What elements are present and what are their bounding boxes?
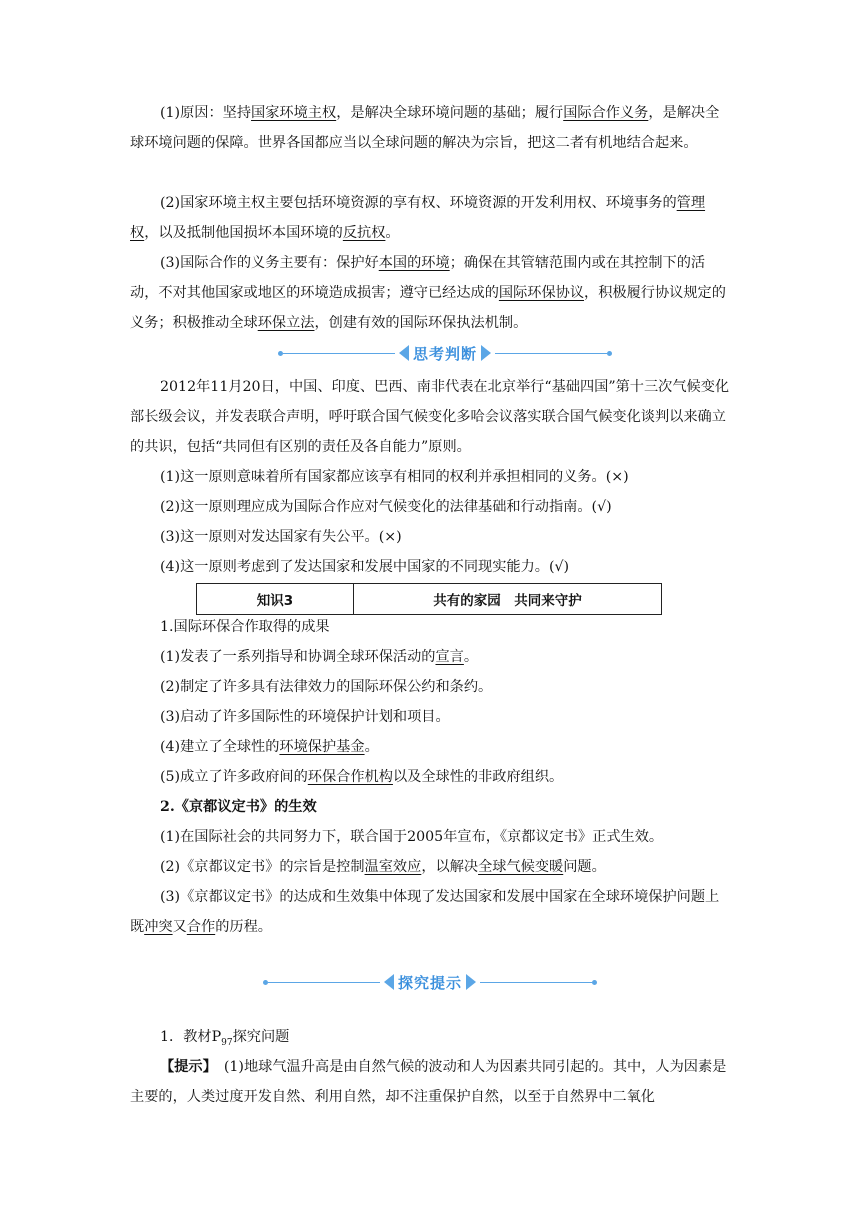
text: ，是解决全球环境问题的保障。世界各国都应当以全球问题的解决为宗旨，把这二者有机地结合起来。 (130, 105, 720, 151)
underlined-term: 合作 (186, 919, 216, 935)
text: 。 (385, 225, 400, 241)
text: ，以及抵制他国损坏本国环境的 (144, 225, 343, 241)
underlined-term: 环保合作机构 (307, 769, 393, 785)
kyoto-title: 2.《京都议定书》的生效 (160, 799, 317, 815)
achievements-title: 1.国际环保合作取得的成果 (160, 619, 330, 635)
judge-item: (1)这一原则意味着所有国家都应该享有相同的权利并承担相同的义务。(×) (160, 469, 629, 485)
kyoto-item (130, 852, 730, 882)
page-subscript: 97 (221, 1037, 233, 1048)
banner-line (268, 982, 380, 983)
text: ，以解决 (421, 859, 479, 875)
achievement-item: (2)制定了许多具有法律效力的国际环保公约和条约。 (160, 679, 493, 695)
text: 又 (172, 919, 187, 935)
achievement-item (130, 732, 730, 762)
banner-line (480, 982, 592, 983)
right-triangle-icon (466, 974, 476, 990)
underlined-term: 全球气候变暖 (478, 859, 564, 875)
text: (5)成立了许多政府间的 (160, 769, 308, 785)
underlined-term: 国家环境主权 (251, 105, 337, 121)
text: (3)《京都议定书》的达成和生效集中体现了发达国家和发展中国家在全球环境保护问题上既 (130, 889, 720, 935)
paragraph-reason (130, 98, 730, 158)
paragraph-obligations (130, 248, 730, 338)
underlined-term: 本国的环境 (378, 255, 450, 271)
underlined-term: 宣言 (435, 649, 464, 665)
banner-dot (607, 351, 612, 356)
explore-hint (130, 1052, 730, 1112)
text: ，是解决全球环境问题的基础；履行 (336, 105, 564, 121)
achievement-item (130, 762, 730, 792)
right-triangle-icon (481, 345, 491, 361)
underlined-term: 国际合作义务 (563, 105, 649, 121)
underlined-term: 冲突 (144, 919, 173, 935)
section-banner-explore (263, 970, 597, 994)
judge-item: (2)这一原则理应成为国际合作应对气候变化的法律基础和行动指南。(√) (160, 499, 612, 515)
underlined-term: 环保立法 (257, 315, 315, 331)
text: 问题。 (563, 859, 606, 875)
text: (3)国际合作的义务主要有：保护好 (160, 255, 379, 271)
text: ，创建有效的国际环保执法机制。 (314, 315, 528, 331)
knowledge-topic: 共有的家园 共同来守护 (354, 584, 662, 615)
hint-label: 【提示】 (160, 1059, 210, 1075)
text: 1．教材P (160, 1029, 222, 1045)
text: (1)原因：坚持 (160, 105, 252, 121)
judge-intro: 2012年11月20日，中国、印度、巴西、南非代表在北京举行“基础四国”第十三次气候变化部长级会议，并发表联合声明，呼吁联合国气候变化多哈会议落实联合国气候变化谈判以来确立的共识，包括“共同但有区别的责任及各自能力”原则。 (130, 379, 730, 455)
underlined-term: 管理权 (130, 195, 706, 241)
text: 探究问题 (232, 1029, 290, 1045)
underlined-term: 反抗权 (342, 225, 386, 241)
text: (2)《京都议定书》的宗旨是控制 (160, 859, 365, 875)
text: (1)发表了一系列指导和协调全球环保活动的 (160, 649, 436, 665)
knowledge-number: 知识3 (197, 584, 354, 615)
text: 。 (463, 649, 479, 665)
judge-item: (3)这一原则对发达国家有失公平。(×) (160, 529, 402, 545)
banner-line (283, 353, 395, 354)
underlined-term: 环境保护基金 (279, 739, 365, 755)
judge-item: (4)这一原则考虑到了发达国家和发展中国家的不同现实能力。(√) (160, 559, 570, 575)
banner-line (495, 353, 607, 354)
left-triangle-icon (384, 974, 394, 990)
banner-label: 思考判断 (413, 344, 478, 363)
hint-text: (1)地球气温升高是由自然气候的波动和人为因素共同引起的。其中，人为因素是主要的，人类过度开发自然、利用自然，却不注重保护自然，以至于自然界中二氧化 (130, 1059, 727, 1105)
text: 。 (364, 739, 379, 755)
kyoto-item: (1)在国际社会的共同努力下，联合国于2005年宣布，《京都议定书》正式生效。 (160, 829, 664, 845)
kyoto-item (130, 882, 730, 942)
paragraph-sovereignty (130, 188, 730, 248)
text: ；确保在其管辖范围内或在其控制下的活动，不对其他国家或地区的环境造成损害；遵守已经达成的 (130, 255, 706, 301)
text: 的历程。 (215, 919, 272, 935)
section-banner-thinking (278, 341, 612, 365)
text: (4)建立了全球性的 (160, 739, 280, 755)
underlined-term: 国际环保协议 (498, 285, 585, 301)
banner-label: 探究提示 (398, 973, 463, 992)
text: (2)国家环境主权主要包括环境资源的享有权、环境资源的开发利用权、环境事务的 (160, 195, 677, 211)
text: ，积极履行协议规定的义务；积极推动全球 (130, 285, 726, 331)
achievement-item: (3)启动了许多国际性的环境保护计划和项目。 (160, 709, 450, 725)
left-triangle-icon (399, 345, 409, 361)
achievement-item (130, 642, 730, 672)
knowledge-header-table (196, 583, 662, 615)
underlined-term: 温室效应 (364, 859, 422, 875)
text: 以及全球性的非政府组织。 (392, 769, 564, 785)
banner-dot (592, 980, 597, 985)
